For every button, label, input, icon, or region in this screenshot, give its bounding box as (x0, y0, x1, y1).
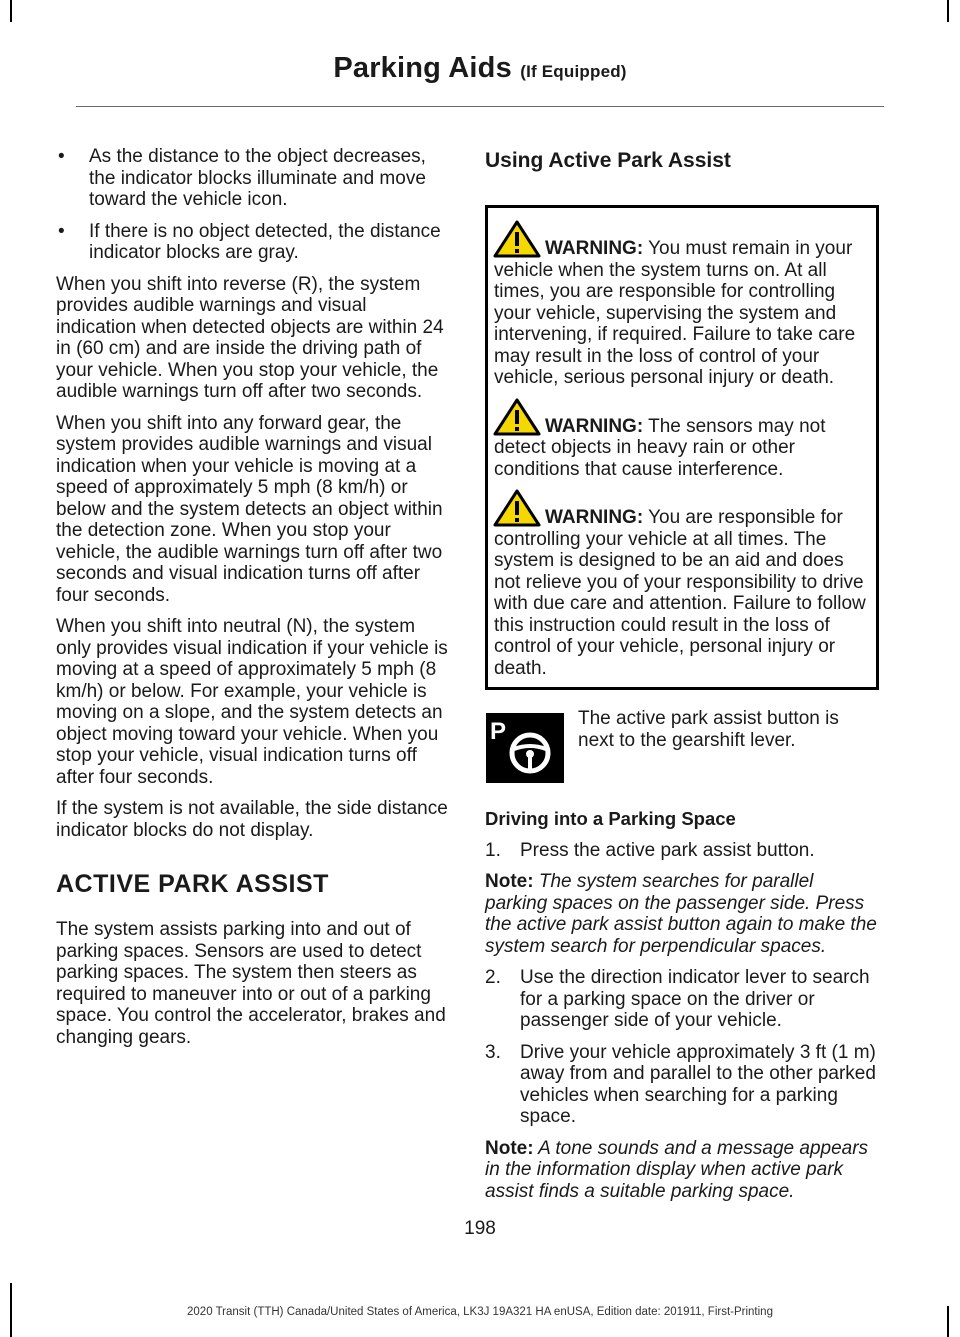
park-assist-caption: The active park assist button is next to the gearshift lever. (578, 708, 839, 751)
note-paragraph (485, 871, 879, 957)
warning-label: WARNING: (545, 507, 644, 528)
subsection-heading: Using Active Park Assist (485, 149, 731, 172)
page-number: 198 (464, 1218, 496, 1239)
section-paragraph: The system assists parking into and out of parking spaces. Sensors are used to detect parking spaces. The system then steers as required to maneuver into or out of a parking space. You control the accelerator, brakes and changing gears. (56, 919, 446, 1048)
page-title-subtitle: (If Equipped) (520, 62, 627, 81)
paragraph-reverse: When you shift into reverse (R), the system provides audible warnings and visual indication when detected objects are within 24 in (60 cm) and are inside the driving path of your vehicle. When you stop your vehicle, the audible warnings turn off after two seconds. (56, 273, 444, 402)
bullet-item (56, 146, 448, 211)
warning-text: You must remain in your vehicle when the system turns on. At all times, you are responsible for controlling your vehicle, supervising the system and intervening, if required. Failure to take care may result in the loss of control of your vehicle, serious personal injury or death. (494, 238, 856, 388)
step-number: 2. (485, 967, 501, 988)
warning-triangle-icon (492, 398, 542, 436)
left-column (56, 146, 448, 1058)
bullet-text: As the distance to the object decreases, the indicator blocks illuminate and move toward the vehicle icon. (89, 146, 426, 210)
step-text: Drive your vehicle approximately 3 ft (1 m) away from and parallel to the other parked vehicles when searching for a parking space. (520, 1041, 876, 1127)
park-assist-button-row (485, 708, 879, 783)
step-item (485, 967, 879, 1032)
warning-triangle-icon (492, 220, 542, 258)
bullet-text: If there is no object detected, the distance indicator blocks are gray. (89, 220, 441, 263)
step-number: 1. (485, 839, 501, 861)
paragraph-neutral: When you shift into neutral (N), the system only provides visual indication if your vehicle is moving at a speed of approximately 5 mph (8 km/h) or below. For example, your vehicle is moving on a slope, and the system detects an object moving toward your vehicle. When you stop your vehicle, visual indication turns off after four seconds. (56, 616, 448, 788)
warning-text: You are responsible for controlling your vehicle at all times. The system is designed to be an aid and does not relieve you of your responsibility to drive with due care and attention. Failure to follow this instruction could result in the loss of control of your vehicle, personal injury or death. (494, 507, 866, 679)
step-text: Press the active park assist button. (520, 839, 815, 861)
paragraph-not-available: If the system is not available, the side distance indicator blocks do not display. (56, 798, 448, 841)
warning-item (494, 220, 870, 389)
warning-text: The sensors may not detect objects in heavy rain or other conditions that cause interference. (494, 415, 826, 480)
warning-triangle-icon (492, 489, 542, 527)
driving-into-space-heading: Driving into a Parking Space (485, 808, 736, 829)
paragraph-forward: When you shift into any forward gear, the system provides audible warnings and visual indication when your vehicle is moving at a speed of approximately 5 mph (8 km/h) or below and the system detects an object within the detection zone. When you stop your vehicle, the audible warnings turn off after two seconds and visual indication turns off after four seconds. (56, 412, 443, 606)
park-icon-letter: P (490, 718, 507, 745)
note-label: Note: (485, 1137, 534, 1159)
bullet-item (56, 221, 448, 264)
note-text: The system searches for parallel parking spaces on the passenger side. Press the active park assist button again to make the system search for perpendicular spaces. (485, 871, 877, 957)
warning-label: WARNING: (545, 415, 644, 437)
crop-mark-top-left (10, 0, 12, 22)
section-heading: ACTIVE PARK ASSIST (56, 870, 329, 898)
note-label: Note: (485, 871, 534, 892)
header-divider (76, 106, 884, 107)
warning-box (485, 205, 879, 690)
step-item (485, 840, 879, 862)
warning-item (494, 398, 870, 481)
crop-mark-top-right (947, 0, 949, 22)
step-number: 3. (485, 1041, 501, 1063)
park-assist-steering-wheel-icon (486, 713, 564, 783)
step-text: Use the direction indicator lever to search for a parking space on the driver or passenger side of your vehicle. (520, 967, 870, 1031)
right-column (485, 146, 879, 1212)
note-text: A tone sounds and a message appears in the information display when active park assist finds a suitable parking space. (485, 1137, 869, 1202)
bullet-symbol: • (58, 146, 65, 167)
page-title-main: Parking Aids (333, 52, 512, 84)
warning-label: WARNING: (545, 238, 644, 259)
page-title (0, 52, 960, 85)
bullet-symbol: • (58, 220, 65, 242)
note-paragraph (485, 1138, 879, 1203)
footer-edition-info: 2020 Transit (TTH) Canada/United States of America, LK3J 19A321 HA enUSA, Edition date: 201911, First-Printing (187, 1306, 773, 1318)
warning-item (494, 489, 870, 679)
step-item (485, 1042, 879, 1128)
